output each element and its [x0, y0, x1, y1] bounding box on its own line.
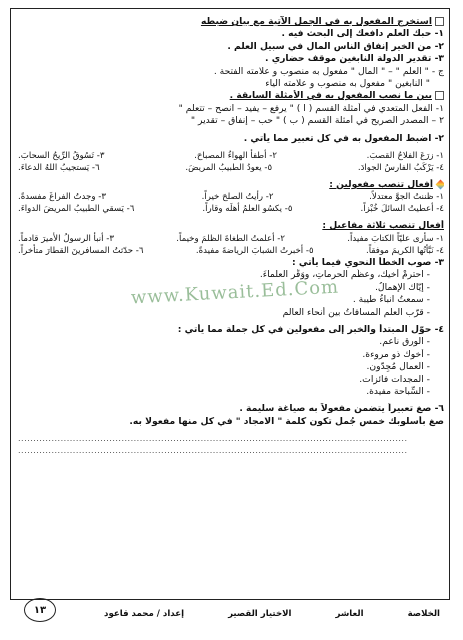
example-item: ٤- نَبَّأتُها الكريمَ موفقاً. [366, 245, 444, 256]
checkbox-icon [435, 17, 444, 26]
example-item: ٥- أخبرتُ الشبابَ الرياضةَ مفيدةً. [195, 245, 314, 256]
footer-book: الاختيار القصير [228, 609, 292, 619]
section-title-explain: بين ما نصب المفعول به في الأمثلة السابقة . [18, 90, 444, 102]
page-number: ١٣ [24, 598, 56, 622]
q2-row-2 [18, 162, 444, 174]
worksheet-content [18, 16, 444, 457]
answer-line-1: ج - " العلم " – " المال " مفعول به منصوب و علامته الفتحة . [213, 65, 444, 77]
bullet-icon [436, 180, 444, 190]
three-objects-row-1 [18, 233, 444, 245]
footer-grade: العاشر [335, 609, 364, 619]
q2-item: ٤- يَرْكَبُ الفارسُ الجوادَ. [357, 163, 444, 174]
checkbox-icon [435, 91, 444, 100]
question-6-title: ٦- صغ تعبيراً يتضمن مفعولاً به صياغة سليمة . [239, 403, 444, 415]
extract-line-1: ١- حبك العلم دافعك إلى البحث فيه . [281, 28, 444, 40]
page-footer [20, 604, 440, 624]
answer-line[interactable]: ................................................................................................................................ [18, 446, 408, 456]
q4-item: - أخوك ذو مروءة. [362, 348, 430, 360]
example-item: ٢- أعلمتُ الطغاةَ الظلمَ وخيماً. [176, 233, 285, 244]
q4-item: - العمال مُجِدّون. [366, 361, 430, 373]
example-item: ٦- يَسقي الطبيبُ المريضَ الدواءَ. [18, 204, 135, 215]
three-objects-row-2 [18, 245, 444, 257]
footer-author: إعداد / محمد قاعود [104, 609, 185, 619]
q2-item: ٦- يَستجيبُ اللهُ الدعاءَ. [18, 163, 100, 174]
q4-item: - السِّباحة مفيدة. [366, 385, 430, 397]
watermark: www.Kuwait.Ed.Com [130, 276, 340, 309]
question-2-title: ٢- اضبط المفعول به في كل تعبير مما يأتي . [243, 132, 444, 144]
q3-item: - احترمْ أخيك، وعظِّم الحرماتِ، ووَقِّر العلماءَ. [259, 269, 430, 281]
example-item: ٣- وجدتُ الفراغَ مفسدةً. [18, 192, 106, 203]
example-item: ٥- يكسُو العلمُ أهلَه وقاراً. [202, 204, 293, 215]
explain-line-1: ١- الفعل المتعدي في أمثلة القسم ( ا ) " يرفع – يفيد – انصح – تتعلم " [178, 102, 444, 114]
q2-item: ٥- يعودُ الطبيبُ المريضَ. [185, 163, 273, 174]
example-item: ٣- أنبأ الرسولُ الأميرَ قادماً. [18, 233, 115, 244]
section-title-extract: استخرج المفعول به في الجمل الآتية مع بيان ضبطه [18, 16, 444, 28]
answer-line-2: " النابغين " مفعول به منصوب و علامته الياء [265, 78, 430, 90]
two-objects-title: أفعال تنصب مفعولين : [18, 179, 444, 191]
example-item: ٢- رأيتُ الصلحَ خيراً. [201, 192, 274, 203]
extract-line-2: ٢- من الخير إنفاق الناس المال في سبيل العلم . [227, 40, 444, 52]
explain-line-2: ٢ – المصدر الصريح في أمثلة القسم ( ب ) " حب – إنفاق – تقدير " [190, 115, 444, 127]
three-objects-title: أفعال تنصب ثلاثة مفاعيل : [322, 220, 444, 232]
extract-line-3: ٣- تقدير الدولة النابغين موقف حضاري . [265, 53, 444, 65]
footer-summary: الخلاصة [407, 609, 440, 619]
q2-item: ١- زرَعَ الفلاحُ القصبَ. [366, 151, 444, 162]
example-item: ١- ظننتُ الجوَّ معتدلاً. [369, 192, 444, 203]
q3-item: - إيّاك الإهمالُ. [375, 281, 430, 293]
example-item: ١- سأرى عليّاً الكتابَ مفيداً. [347, 233, 444, 244]
q2-item: ٣- تَسُوقُ الرِّيحُ السحابَ. [18, 151, 105, 162]
two-objects-row-2 [18, 203, 444, 215]
question-4-title: ٤- حوّل المبتدأ والخبر إلى مفعولين في كل جملة مما يأتي : [177, 323, 444, 335]
q4-item: - الورق ناعم. [379, 336, 430, 348]
q2-item: ٢- أطفأ الهواءُ المصباحَ. [194, 151, 277, 162]
q2-row-1 [18, 150, 444, 162]
q3-item: - قرّب العلم المسافاتُ بين أنحاء العالم [282, 306, 430, 318]
answer-line[interactable]: ................................................................................................................................ [18, 434, 408, 444]
question-3-title: ٣- صوب الخطأ النحوي فيما يأتي : [292, 256, 444, 268]
q3-item: - سمعتُ انباءُ طيبة . [352, 294, 430, 306]
q4-item: - المجدات فائزات. [359, 373, 430, 385]
two-objects-row-1 [18, 191, 444, 203]
example-item: ٦- حدّثتُ المسافرينَ القطارَ متأخراً. [18, 245, 144, 256]
example-item: ٤- أعطيتُ السائلَ خُبْزاً. [360, 204, 444, 215]
question-6-task: صغ بأسلوبك خمس جُمل تكون كلمة " الامجاد " في كل منها مفعولا به. [129, 415, 444, 427]
